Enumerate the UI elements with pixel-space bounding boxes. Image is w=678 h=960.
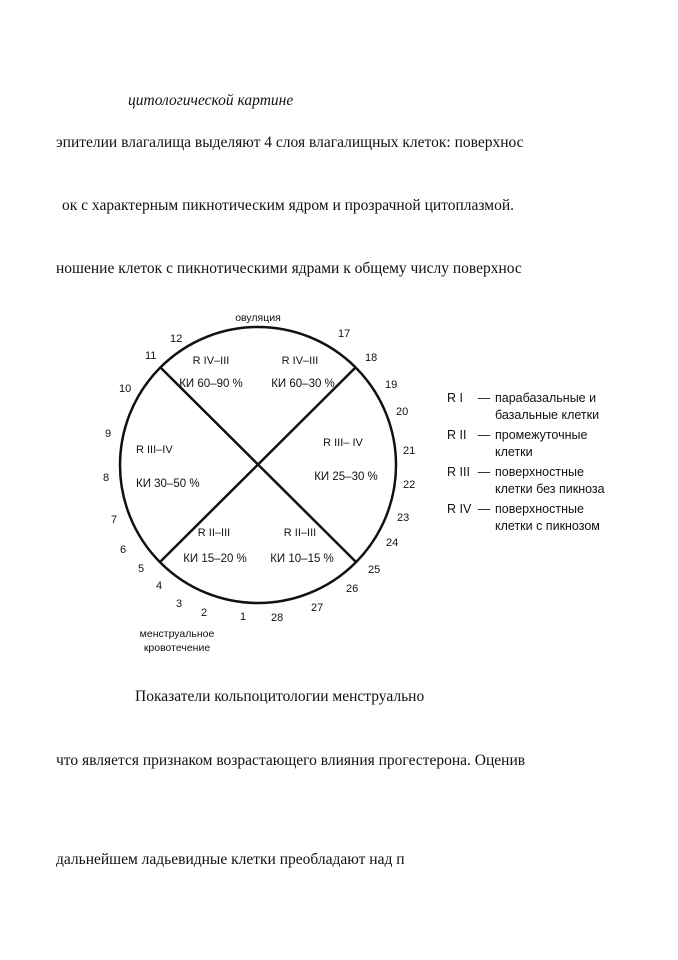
quadrant-top-right-r: R IV–III	[281, 355, 319, 367]
day-label: 4	[156, 580, 163, 592]
day-label: 7	[111, 514, 118, 526]
day-label: 25	[368, 564, 381, 576]
day-label: 17	[338, 328, 351, 340]
legend-key: R IV	[447, 502, 472, 516]
legend-item-cont	[447, 518, 645, 535]
day-label: 6	[120, 544, 127, 556]
ovulation-label: овуляция	[235, 312, 281, 324]
legend-item	[447, 501, 645, 518]
legend-dash: —	[477, 428, 491, 442]
legend-key: R II	[447, 428, 467, 442]
quadrant-bottom-right-ki: КИ 10–15 %	[270, 553, 334, 565]
quadrant-right-ki: КИ 25–30 %	[314, 471, 378, 483]
day-label: 27	[311, 602, 324, 614]
legend-dash: —	[477, 465, 491, 479]
day-label: 21	[403, 445, 416, 457]
day-label: 1	[240, 611, 247, 623]
colpocytology-cycle-diagram	[90, 305, 430, 660]
figure-legend	[447, 390, 645, 535]
legend-item	[447, 427, 645, 444]
day-label: 10	[119, 383, 132, 395]
legend-item-cont	[447, 444, 645, 461]
legend-desc: поверхностные	[495, 502, 584, 516]
day-label: 5	[138, 563, 145, 575]
legend-item-cont	[447, 481, 645, 498]
day-label: 19	[385, 379, 398, 391]
legend-desc: парабазальные и	[495, 391, 597, 405]
quadrant-right-r: R III– IV	[323, 437, 363, 449]
legend-item	[447, 464, 645, 481]
day-label: 23	[397, 512, 410, 524]
text-line-2: ок с характерным пикнотическим ядром и прозрачной цитоплазмой.	[62, 197, 515, 214]
legend-desc: клетки	[495, 445, 533, 459]
day-label: 8	[103, 472, 110, 484]
legend-desc: поверхностные	[495, 465, 584, 479]
legend-desc: базальные клетки	[495, 408, 600, 422]
menstruation-label-2: кровотечение	[143, 642, 211, 654]
day-label: 26	[346, 583, 359, 595]
day-label: 9	[105, 428, 112, 440]
day-label: 2	[201, 607, 208, 619]
day-label: 24	[386, 537, 399, 549]
text-line-5: дальнейшем ладьевидные клетки преобладают над п	[56, 851, 405, 868]
quadrant-left-ki: КИ 30–50 %	[136, 478, 200, 490]
text-line-3: ношение клеток с пикнотическими ядрами к общему числу поверхнос	[56, 260, 522, 277]
day-label: 28	[271, 612, 284, 624]
quadrant-top-left-ki: КИ 60–90 %	[179, 378, 243, 390]
quadrant-bottom-left-r: R II–III	[197, 527, 231, 539]
day-label: 11	[145, 350, 157, 362]
menstruation-label-1: менструальное	[139, 628, 215, 640]
day-label: 3	[176, 598, 183, 610]
quadrant-bottom-right-r: R II–III	[283, 527, 317, 539]
legend-item	[447, 390, 645, 407]
legend-key: R III	[447, 465, 470, 479]
day-label: 18	[365, 352, 378, 364]
text-line-1: эпителии влагалища выделяют 4 слоя влагалищных клеток: поверхнос	[56, 134, 524, 151]
day-label: 12	[170, 333, 183, 345]
quadrant-top-right-ki: КИ 60–30 %	[271, 378, 335, 390]
quadrant-left-r: R III–IV	[136, 444, 173, 456]
section-heading: цитологической картине	[128, 92, 294, 109]
legend-desc: промежуточные	[495, 428, 588, 442]
quadrant-top-left-r: R IV–III	[192, 355, 230, 367]
day-label: 20	[396, 406, 409, 418]
legend-desc: клетки без пикноза	[495, 482, 605, 496]
day-label: 22	[403, 479, 416, 491]
legend-dash: —	[477, 502, 491, 516]
legend-key: R I	[447, 391, 463, 405]
text-line-4: что является признаком возрастающего влияния прогестерона. Оценив	[56, 752, 526, 769]
legend-dash: —	[477, 391, 491, 405]
figure-caption: Показатели кольпоцитологии менструально	[135, 688, 425, 705]
legend-desc: клетки с пикнозом	[495, 519, 600, 533]
legend-item-cont	[447, 407, 645, 424]
quadrant-bottom-left-ki: КИ 15–20 %	[183, 553, 247, 565]
